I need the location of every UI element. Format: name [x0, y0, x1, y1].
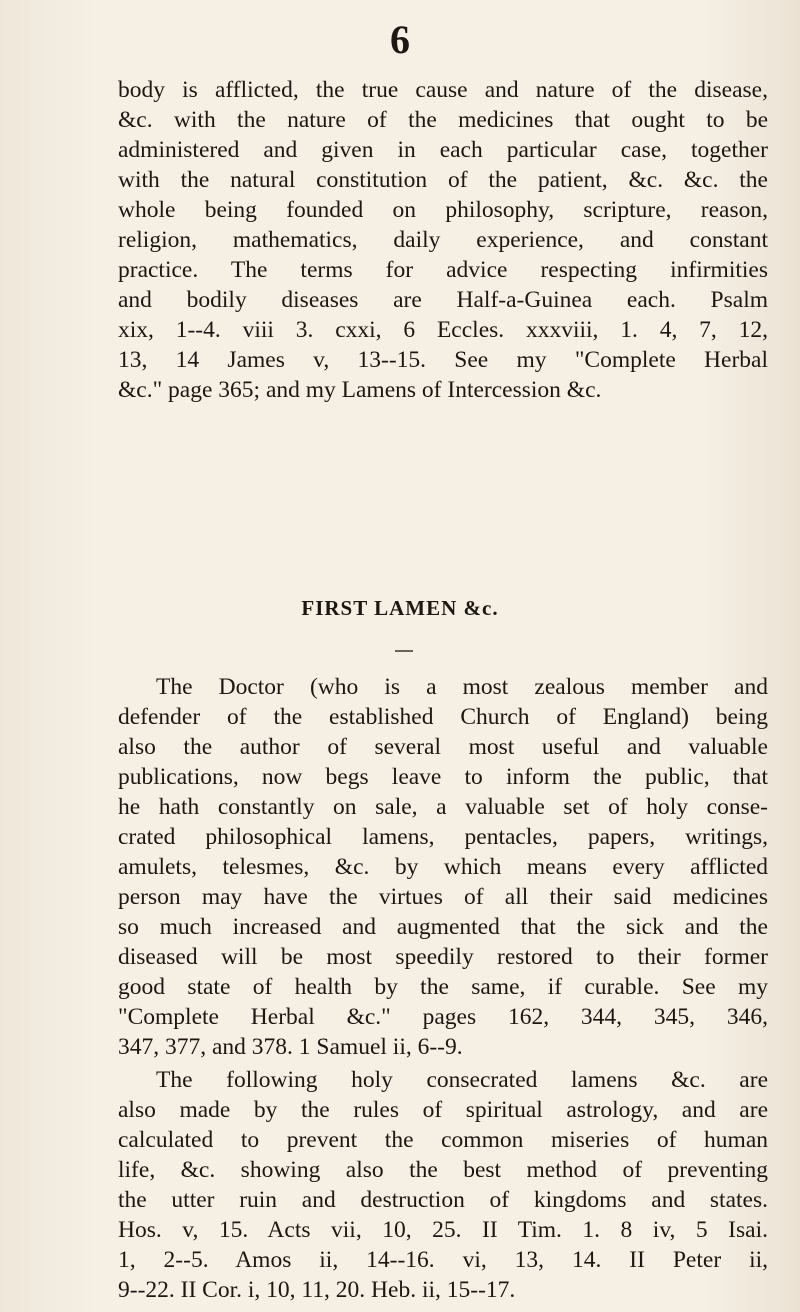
- text-line: 13, 14 James v, 13--15. See my "Complete Herbal: [118, 347, 768, 373]
- text-line: whole being founded on philosophy, scripture, reason,: [118, 197, 768, 223]
- text-line: &c." page 365; and my Lamens of Intercession &c.: [118, 377, 602, 403]
- text-line: and bodily diseases are Half-a-Guinea each. Psalm: [118, 287, 768, 313]
- text-line: calculated to prevent the common miseries of human: [118, 1127, 768, 1153]
- paragraph-3: [118, 1065, 768, 1305]
- text-line: religion, mathematics, daily experience, and constant: [118, 227, 768, 253]
- text-line: 1, 2--5. Amos ii, 14--16. vi, 13, 14. II Peter ii,: [118, 1247, 768, 1273]
- text-line: body is afflicted, the true cause and nature of the disease,: [118, 77, 768, 103]
- text-line: with the natural constitution of the patient, &c. &c. the: [118, 167, 768, 193]
- text-line: defender of the established Church of England) being: [118, 704, 768, 730]
- text-line: practice. The terms for advice respecting infirmities: [118, 257, 768, 283]
- text-line: he hath constantly on sale, a valuable set of holy conse-: [118, 794, 768, 820]
- text-line: amulets, telesmes, &c. by which means every afflicted: [118, 854, 768, 880]
- text-line: the utter ruin and destruction of kingdoms and states.: [118, 1187, 768, 1213]
- text-line: xix, 1--4. viii 3. cxxi, 6 Eccles. xxxviii, 1. 4, 7, 12,: [118, 317, 768, 343]
- text-line: The following holy consecrated lamens &c. are: [156, 1067, 768, 1093]
- paragraph-1: [118, 75, 768, 405]
- text-line: life, &c. showing also the best method of preventing: [118, 1157, 768, 1183]
- text-line: The Doctor (who is a most zealous member and: [156, 674, 768, 700]
- text-line: Hos. v, 15. Acts vii, 10, 25. II Tim. 1. 8 iv, 5 Isai.: [118, 1217, 768, 1243]
- text-line: publications, now begs leave to inform the public, that: [118, 764, 768, 790]
- text-line: crated philosophical lamens, pentacles, papers, writings,: [118, 824, 768, 850]
- text-line: diseased will be most speedily restored to their former: [118, 944, 768, 970]
- text-line: 9--22. II Cor. i, 10, 11, 20. Heb. ii, 15--17.: [118, 1277, 516, 1303]
- text-line: "Complete Herbal &c." pages 162, 344, 345, 346,: [118, 1004, 768, 1030]
- text-line: &c. with the nature of the medicines that ought to be: [118, 107, 768, 133]
- text-line: person may have the virtues of all their said medicines: [118, 884, 768, 910]
- divider: [395, 650, 413, 652]
- section-heading: FIRST LAMEN &c.: [301, 596, 499, 620]
- text-line: good state of health by the same, if curable. See my: [118, 974, 768, 1000]
- page-number: 6: [390, 17, 410, 62]
- text-line: also made by the rules of spiritual astrology, and are: [118, 1097, 768, 1123]
- text-line: 347, 377, and 378. 1 Samuel ii, 6--9.: [118, 1034, 463, 1060]
- text-line: so much increased and augmented that the sick and the: [118, 914, 768, 940]
- paragraph-2: [118, 672, 768, 1062]
- text-line: administered and given in each particular case, together: [118, 137, 768, 163]
- text-line: also the author of several most useful and valuable: [118, 734, 768, 760]
